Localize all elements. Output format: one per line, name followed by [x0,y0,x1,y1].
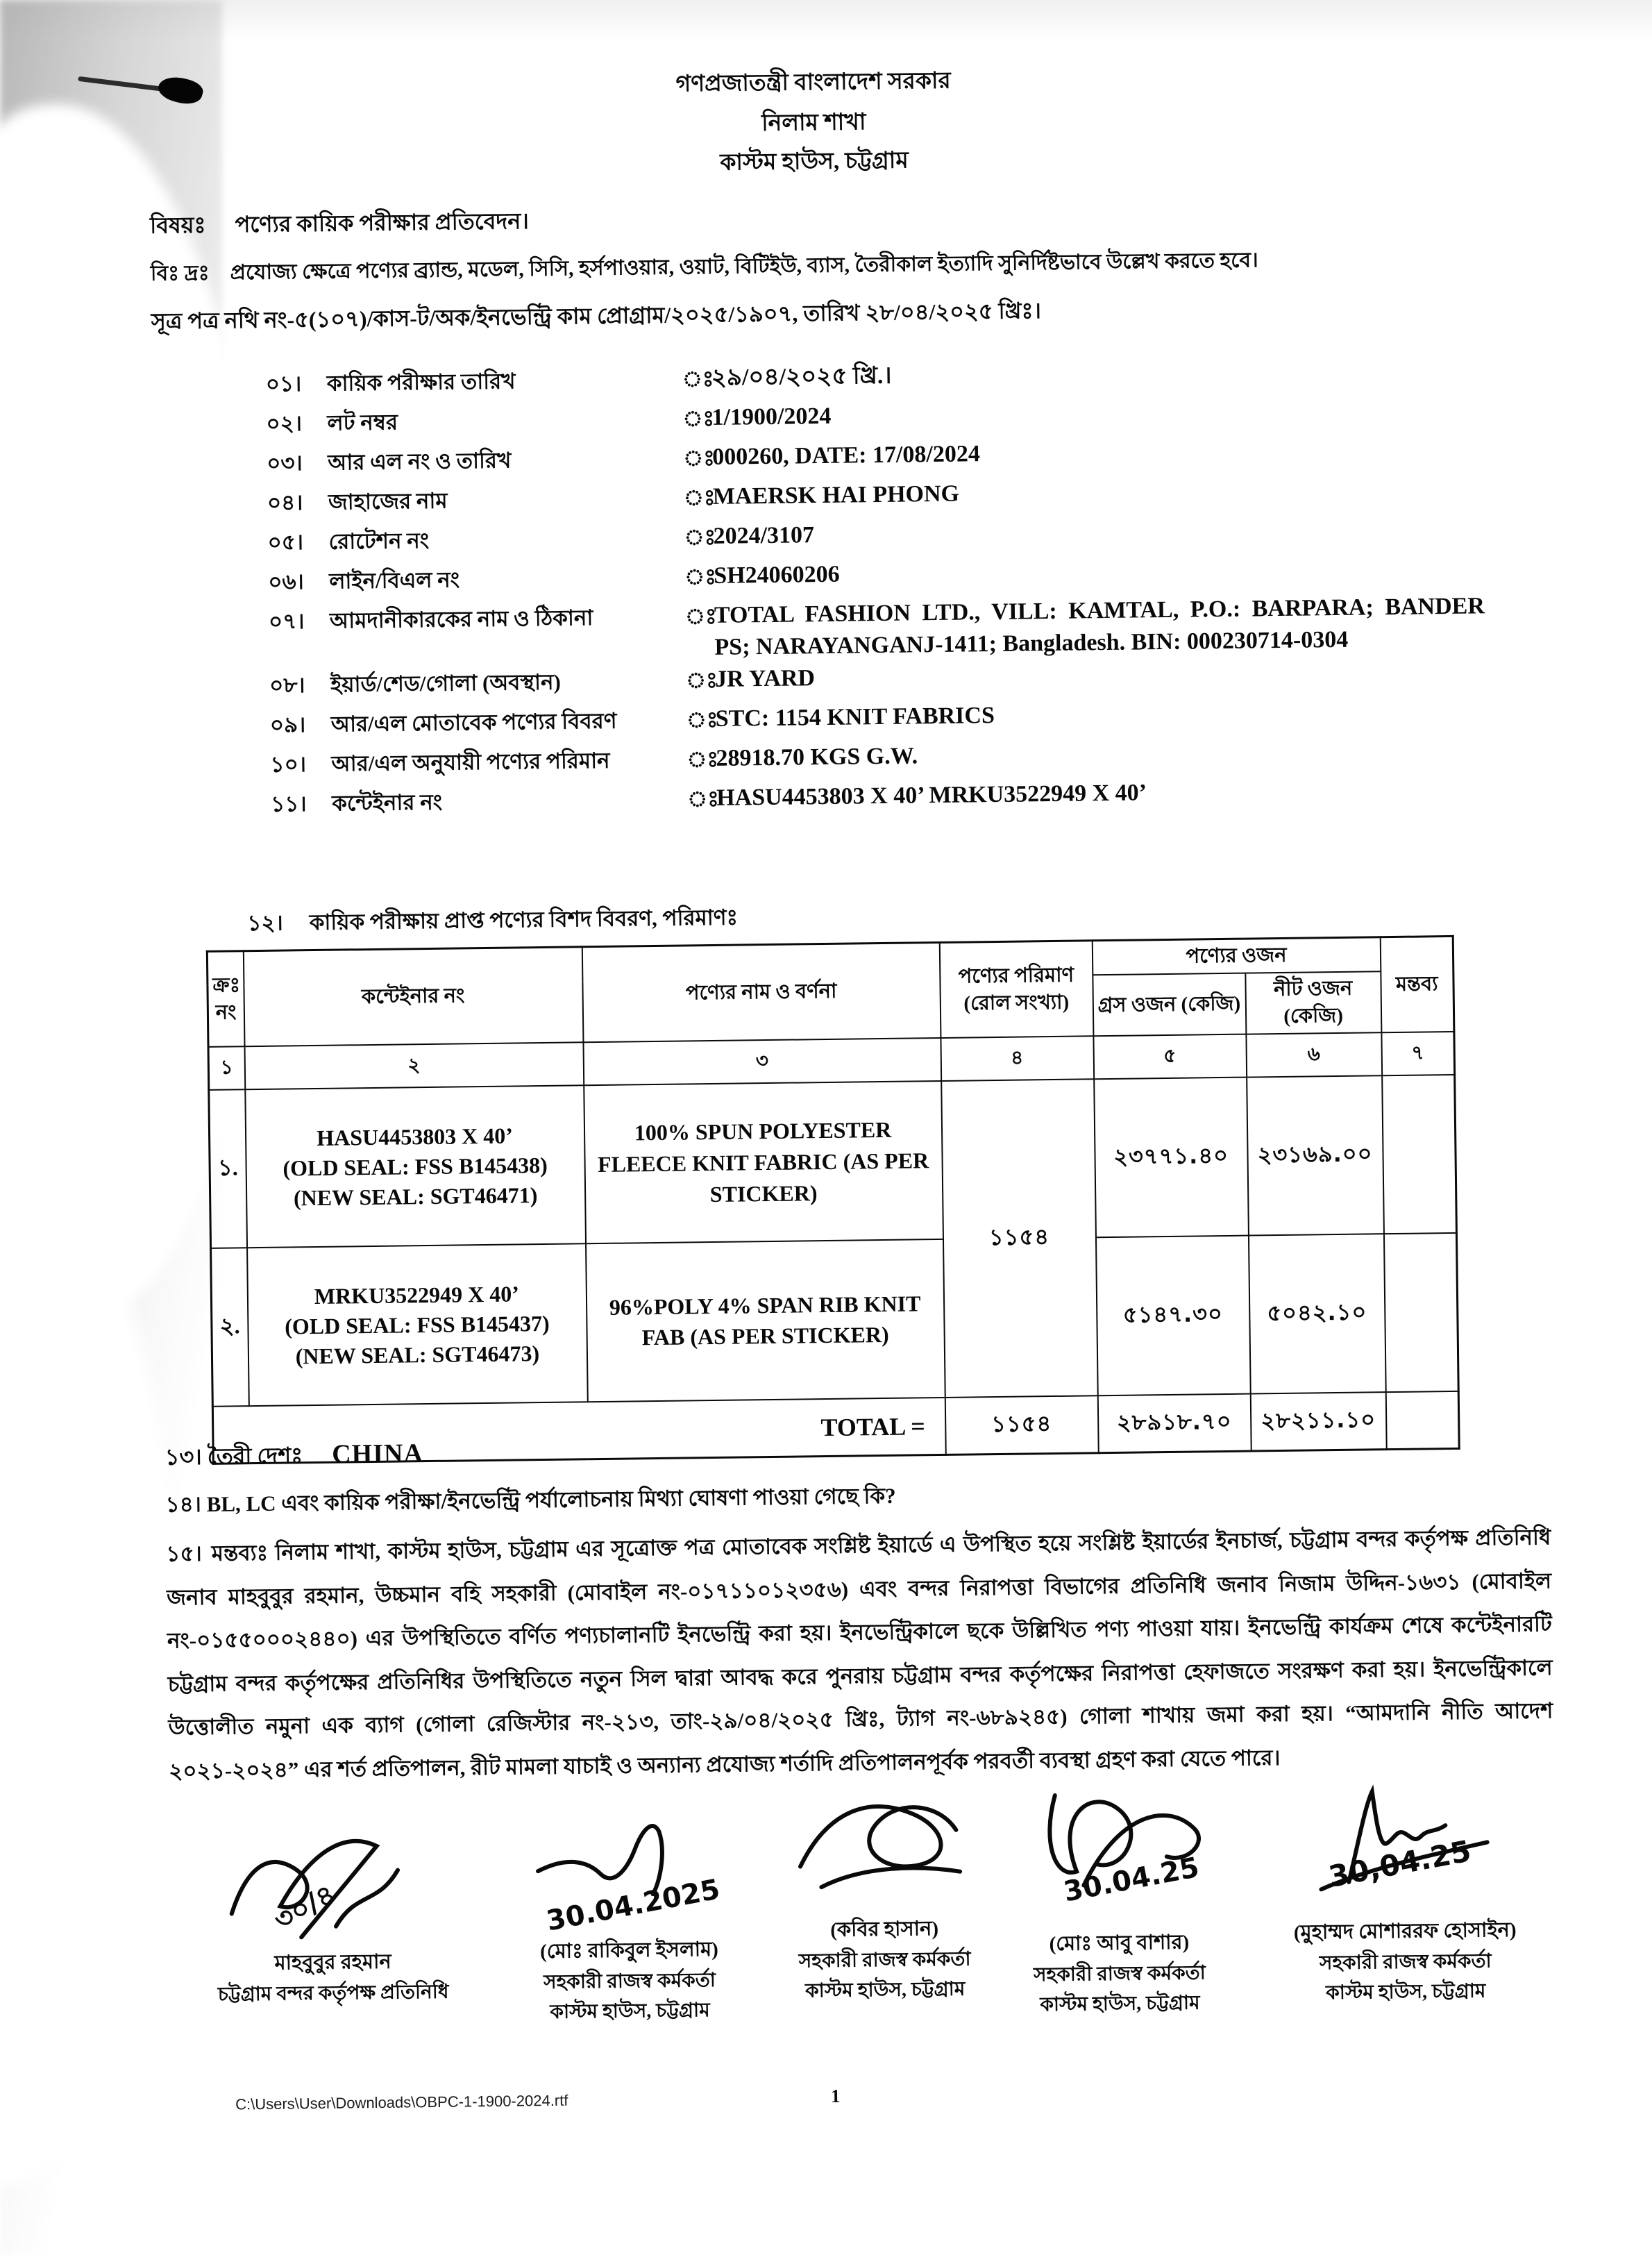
row-container [247,1244,588,1407]
remarks-paragraph [166,1516,1553,1793]
letterhead-office: কাস্টম হাউস, চট্টগ্রাম [720,148,909,176]
col-header-remarks: মন্তব্য [1380,936,1454,1032]
container-number: MRKU3522949 X 40’ [314,1281,520,1309]
reference-line: সূত্র পত্র নথি নং-৫(১০৭)/কাস-ট/অক/ইনভেন্ট্রি কাম প্রোগ্রাম/২০২৫/১৯০৭, তারিখ ২৮/০৪/২০২৫ খ্রিঃ। [151,298,1042,334]
signature-date: ৩০/৪ [269,1878,341,1937]
col-header-quantity: পণ্যের পরিমাণ (রোল সংখ্যা) [939,941,1093,1039]
row-remarks [1383,1233,1458,1392]
signature-scribble [779,1781,988,1916]
signer-name: (কবির হাসান) [830,1918,939,1942]
row-serial: ১. [209,1090,247,1249]
row-description: 96%POLY 4% SPAN RIB KNIT FAB (AS PER STICKER) [586,1239,945,1402]
quantity-merged-cell: ১১৫৪ [941,1080,1098,1398]
item-colon: ঃ [686,746,719,772]
section-number: ১২। [247,910,283,936]
col-num: ৫ [1093,1034,1247,1080]
item-label: আমদানীকারকের নাম ও ঠিকানা [329,605,593,633]
signer-name: (মুহাম্মদ মোশাররফ হোসাইন) [1293,1918,1517,1944]
item-number: ০৫। [267,530,304,555]
item-value: SH24060206 [714,561,840,589]
item-value: 28918.70 KGS G.W. [716,743,918,771]
signature-date: 30.04.2025 [543,1873,723,1938]
item-value: STC: 1154 KNIT FABRICS [715,702,995,732]
file-path: C:\Users\User\Downloads\OBPC-1-1900-2024.rtf [235,2091,568,2113]
item-colon: ঃ [684,524,716,550]
signer-designation: চট্টগ্রাম বন্দর কর্তৃপক্ষ প্রতিনিধি [217,1981,449,2006]
subject-label: বিষয়ঃ [149,212,206,238]
old-seal: (OLD SEAL: FSS B145438) [283,1152,548,1181]
col-header-weight-group: পণ্যের ওজন [1092,937,1381,975]
row-remarks [1382,1075,1457,1234]
country-label: তৈরী দেশঃ [207,1443,303,1469]
new-seal: (NEW SEAL: SGT46473) [295,1341,540,1369]
signer-designation: সহকারী রাজস্ব কর্মকর্তা [1319,1950,1492,1975]
item-label: ইয়ার্ড/শেড/গোলা (অবস্থান) [330,669,561,697]
col-num: ১ [208,1047,245,1091]
signer-designation: সহকারী রাজস্ব কর্মকর্তা [1033,1962,1206,1986]
table-row [209,1075,1457,1248]
row-gross-weight: ৫১৪৭.৩০ [1095,1236,1250,1396]
page-number: 1 [830,2085,841,2107]
signature-block [1237,1775,1573,2010]
col-num: ২ [244,1043,584,1090]
table-row [211,1233,1459,1407]
row-net-weight: ৫০৪২.১০ [1248,1234,1385,1394]
item-value: 000260, DATE: 17/08/2024 [711,441,981,470]
signature-block [992,1772,1245,2021]
letterhead-branch: নিলাম শাখা [761,110,866,137]
signer-office: কাস্টম হাউস, চট্টগ্রাম [550,2000,710,2024]
item-number: ০৮। [269,672,305,698]
signer-office: কাস্টম হাউস, চট্টগ্রাম [1040,1992,1200,2016]
item-number: ১০। [270,751,307,777]
container-number: HASU4453803 X 40’ [317,1123,514,1150]
item-label: জাহাজের নাম [328,488,448,514]
item-colon: ঃ [686,707,718,732]
signature-block [765,1781,1004,2007]
item-number: ০৭। [268,609,305,634]
col-header-net: নীট ওজন (কেজি) [1245,971,1381,1034]
row-description: 100% SPUN POLYESTER FLEECE KNIT FABRIC (AS PER STICKER) [584,1081,943,1243]
col-num: ৭ [1381,1032,1455,1075]
col-header-gross: গ্রস ওজন (কেজি) [1093,973,1246,1037]
item-colon: ঃ [682,405,715,431]
table-caption [247,901,738,944]
signature-date: 30,04.25 [1326,1834,1474,1894]
item-value: 2024/3107 [713,522,815,549]
old-seal: (OLD SEAL: FSS B145437) [285,1310,550,1339]
item-value: HASU4453803 X 40’ MRKU3522949 X 40’ [716,780,1147,811]
item-label: আর এল নং ও তারিখ [328,448,512,475]
signature-date: 30.04.25 [1061,1851,1202,1909]
country-of-origin-line [165,1436,423,1477]
item-value: JR YARD [714,664,816,692]
total-remarks [1385,1391,1459,1450]
signer-name: মাহবুবুর রহমান [274,1950,391,1975]
remarks-text: মন্তব্যঃ নিলাম শাখা, কাস্টম হাউস, চট্টগ্রাম এর সূত্রোক্ত পত্র মোতাবেক সংশ্লিষ্ট ইয়ার্ডে এ উপস্থিত হয়ে সংশ্লিষ্ট ইয়ার্ডের ইনচার্জ, চট্টগ্রাম বন্দর কর্তৃপক্ষ প্রতিনিধি জনাব মাহবুবুর রহমান, উচ্চমান বহি সহকারী (মোবাইল নং-০১৭১১০১২৩৫৬) এবং বন্দর নিরাপত্তা বিভাগের প্রতিনিধি জনাব নিজাম উদ্দিন-১৬৩১ (মোবাইল নং-০১৫৫০০০২৪৪০) এর উপস্থিতিতে বর্ণিত পণ্যচালানটি ইনভেন্ট্রি করা হয়। ইনভেন্ট্রিকালে ছকে উল্লিখিত পণ্য পাওয়া যায়। ইনভেন্ট্রি কার্যক্রম শেষে কন্টেইনারটি চট্টগ্রাম বন্দর কর্তৃপক্ষের প্রতিনিধির উপস্থিতিতে নতুন সিল দ্বারা আবদ্ধ করে পুনরায় চট্টগ্রাম বন্দর কর্তৃপক্ষের নিরাপত্তা হেফাজতে সংরক্ষণ করা হয়। ইনভেন্ট্রিকালে উত্তোলীত নমুনা এক ব্যাগ (গোলা রেজিস্টার নং-২১৩, তাং-২৯/০৪/২০২৫ খ্রিঃ, ট্যাগ নং-৬৮৯২৪৫) গোলা শাখায় জমা করা হয়। “আমদানি নীতি আদেশ ২০২১-২০২৪” এর শর্ত প্রতিপালন, রীট মামলা যাচাই ও অন্যান্য প্রযোজ্য শর্তাদি প্রতিপালনপূর্বক পরবর্তী ব্যবস্থা গ্রহণ করা যেতে পারে। [166,1525,1553,1784]
item-number: ০৩। [267,451,303,476]
note-label: বিঃ দ্রঃ [150,261,210,285]
subject-line [150,203,529,246]
total-quantity: ১১৫৪ [945,1396,1098,1455]
item-colon: ঃ [682,445,715,471]
item-value: 1/1900/2024 [711,403,832,430]
item-label: রোটেশন নং [328,528,430,554]
item-number: ০৬। [268,569,304,594]
row-container [245,1086,586,1248]
item-number: ০৪। [267,490,303,515]
signer-office: কাস্টম হাউস, চট্টগ্রাম [1325,1980,1486,2004]
item-number: ০২। [266,411,303,436]
signer-designation: সহকারী রাজস্ব কর্মকর্তা [543,1969,716,1993]
signer-designation: সহকারী রাজস্ব কর্মকর্তা [798,1948,971,1972]
total-gross-weight: ২৮৯১৮.৭০ [1097,1394,1251,1453]
section-number: ১৪। [165,1492,202,1517]
note-line [151,243,1258,292]
col-header-container: কন্টেইনার নং [243,947,583,1047]
col-num: ৪ [941,1037,1094,1082]
goods-table [206,935,1460,1465]
item-label: আর/এল মোতাবেক পণ্যের বিবরণ [330,708,617,737]
item-label: কন্টেইনার নং [332,789,443,816]
item-label: কায়িক পরীক্ষার তারিখ [326,369,516,396]
item-value: ২৯/০৪/২০২৫ খ্রি.। [711,362,892,391]
row-gross-weight: ২৩৭৭১.৪০ [1094,1078,1249,1238]
item-number: ১১। [271,791,307,816]
item-label: লট নম্বর [327,410,398,435]
signature-block [168,1806,496,2011]
new-seal: (NEW SEAL: SGT46471) [293,1182,538,1211]
item-number: ০৯। [269,712,306,737]
col-num: ৩ [583,1038,941,1085]
total-label: TOTAL = [212,1398,945,1464]
caption-text: কায়িক পরীক্ষায় প্রাপ্ত পণ্যের বিশদ বিবরণ, পরিমাণঃ [309,905,739,935]
item-value: MAERSK HAI PHONG [712,480,960,510]
note-text: প্রযোজ্য ক্ষেত্রে পণ্যের ব্র্যান্ড, মডেল, সিসি, হর্সপাওয়ার, ওয়াট, বিটিইউ, ব্যাস, তৈরীকাল ইত্যাদি সুনির্দিষ্টভাবে উল্লেখ করতে হবে। [230,249,1258,285]
country-value: CHINA [331,1439,424,1469]
item-colon: ঃ [682,366,714,392]
col-num: ৬ [1246,1033,1382,1078]
item-colon: ঃ [684,564,717,589]
item-colon: ঃ [685,667,718,693]
signature-block [503,1806,755,2028]
items-list [266,353,1493,827]
item-label: লাইন/বিএল নং [329,567,460,594]
row-serial: ২. [211,1248,249,1407]
item-colon: ঃ [683,485,716,510]
section-number: ১৩। [165,1444,202,1470]
row-net-weight: ২৩১৬৯.০০ [1247,1076,1384,1236]
item-label: আর/এল অনুযায়ী পণ্যের পরিমান [331,748,610,776]
section-number: ১৫। [166,1541,202,1566]
signature-scribble [217,1807,447,1949]
col-header-serial: ক্রঃ নং [207,951,244,1048]
signer-name: (মোঃ আবু বাশার) [1049,1931,1190,1956]
item-colon: ঃ [686,786,719,812]
letterhead-government: গণপ্রজাতন্ত্রী বাংলাদেশ সরকার [675,68,951,97]
signer-name: (মোঃ রাকিবুল ইসলাম) [539,1938,718,1963]
question-text: BL, LC এবং কায়িক পরীক্ষা/ইনভেন্ট্রি পর্যালোচনায় মিথ্যা ঘোষণা পাওয়া গেছে কি? [206,1483,896,1516]
item-number: ০১। [265,371,302,396]
false-declaration-question [165,1479,896,1525]
total-net-weight: ২৮২১১.১০ [1250,1393,1386,1452]
item-colon: ঃ [684,603,717,629]
col-header-description: পণ্যের নাম ও বর্ণনা [582,942,941,1042]
signer-office: কাস্টম হাউস, চট্টগ্রাম [804,1978,966,2002]
subject-text: পণ্যের কায়িক পরীক্ষার প্রতিবেদন। [235,208,529,237]
item-value: TOTAL FASHION LTD., VILL: KAMTAL, P.O.: BARPARA; BANDER PS; NARAYANGANJ-1411; Bangladesh. BIN: 000230714-0304 [714,593,1485,660]
